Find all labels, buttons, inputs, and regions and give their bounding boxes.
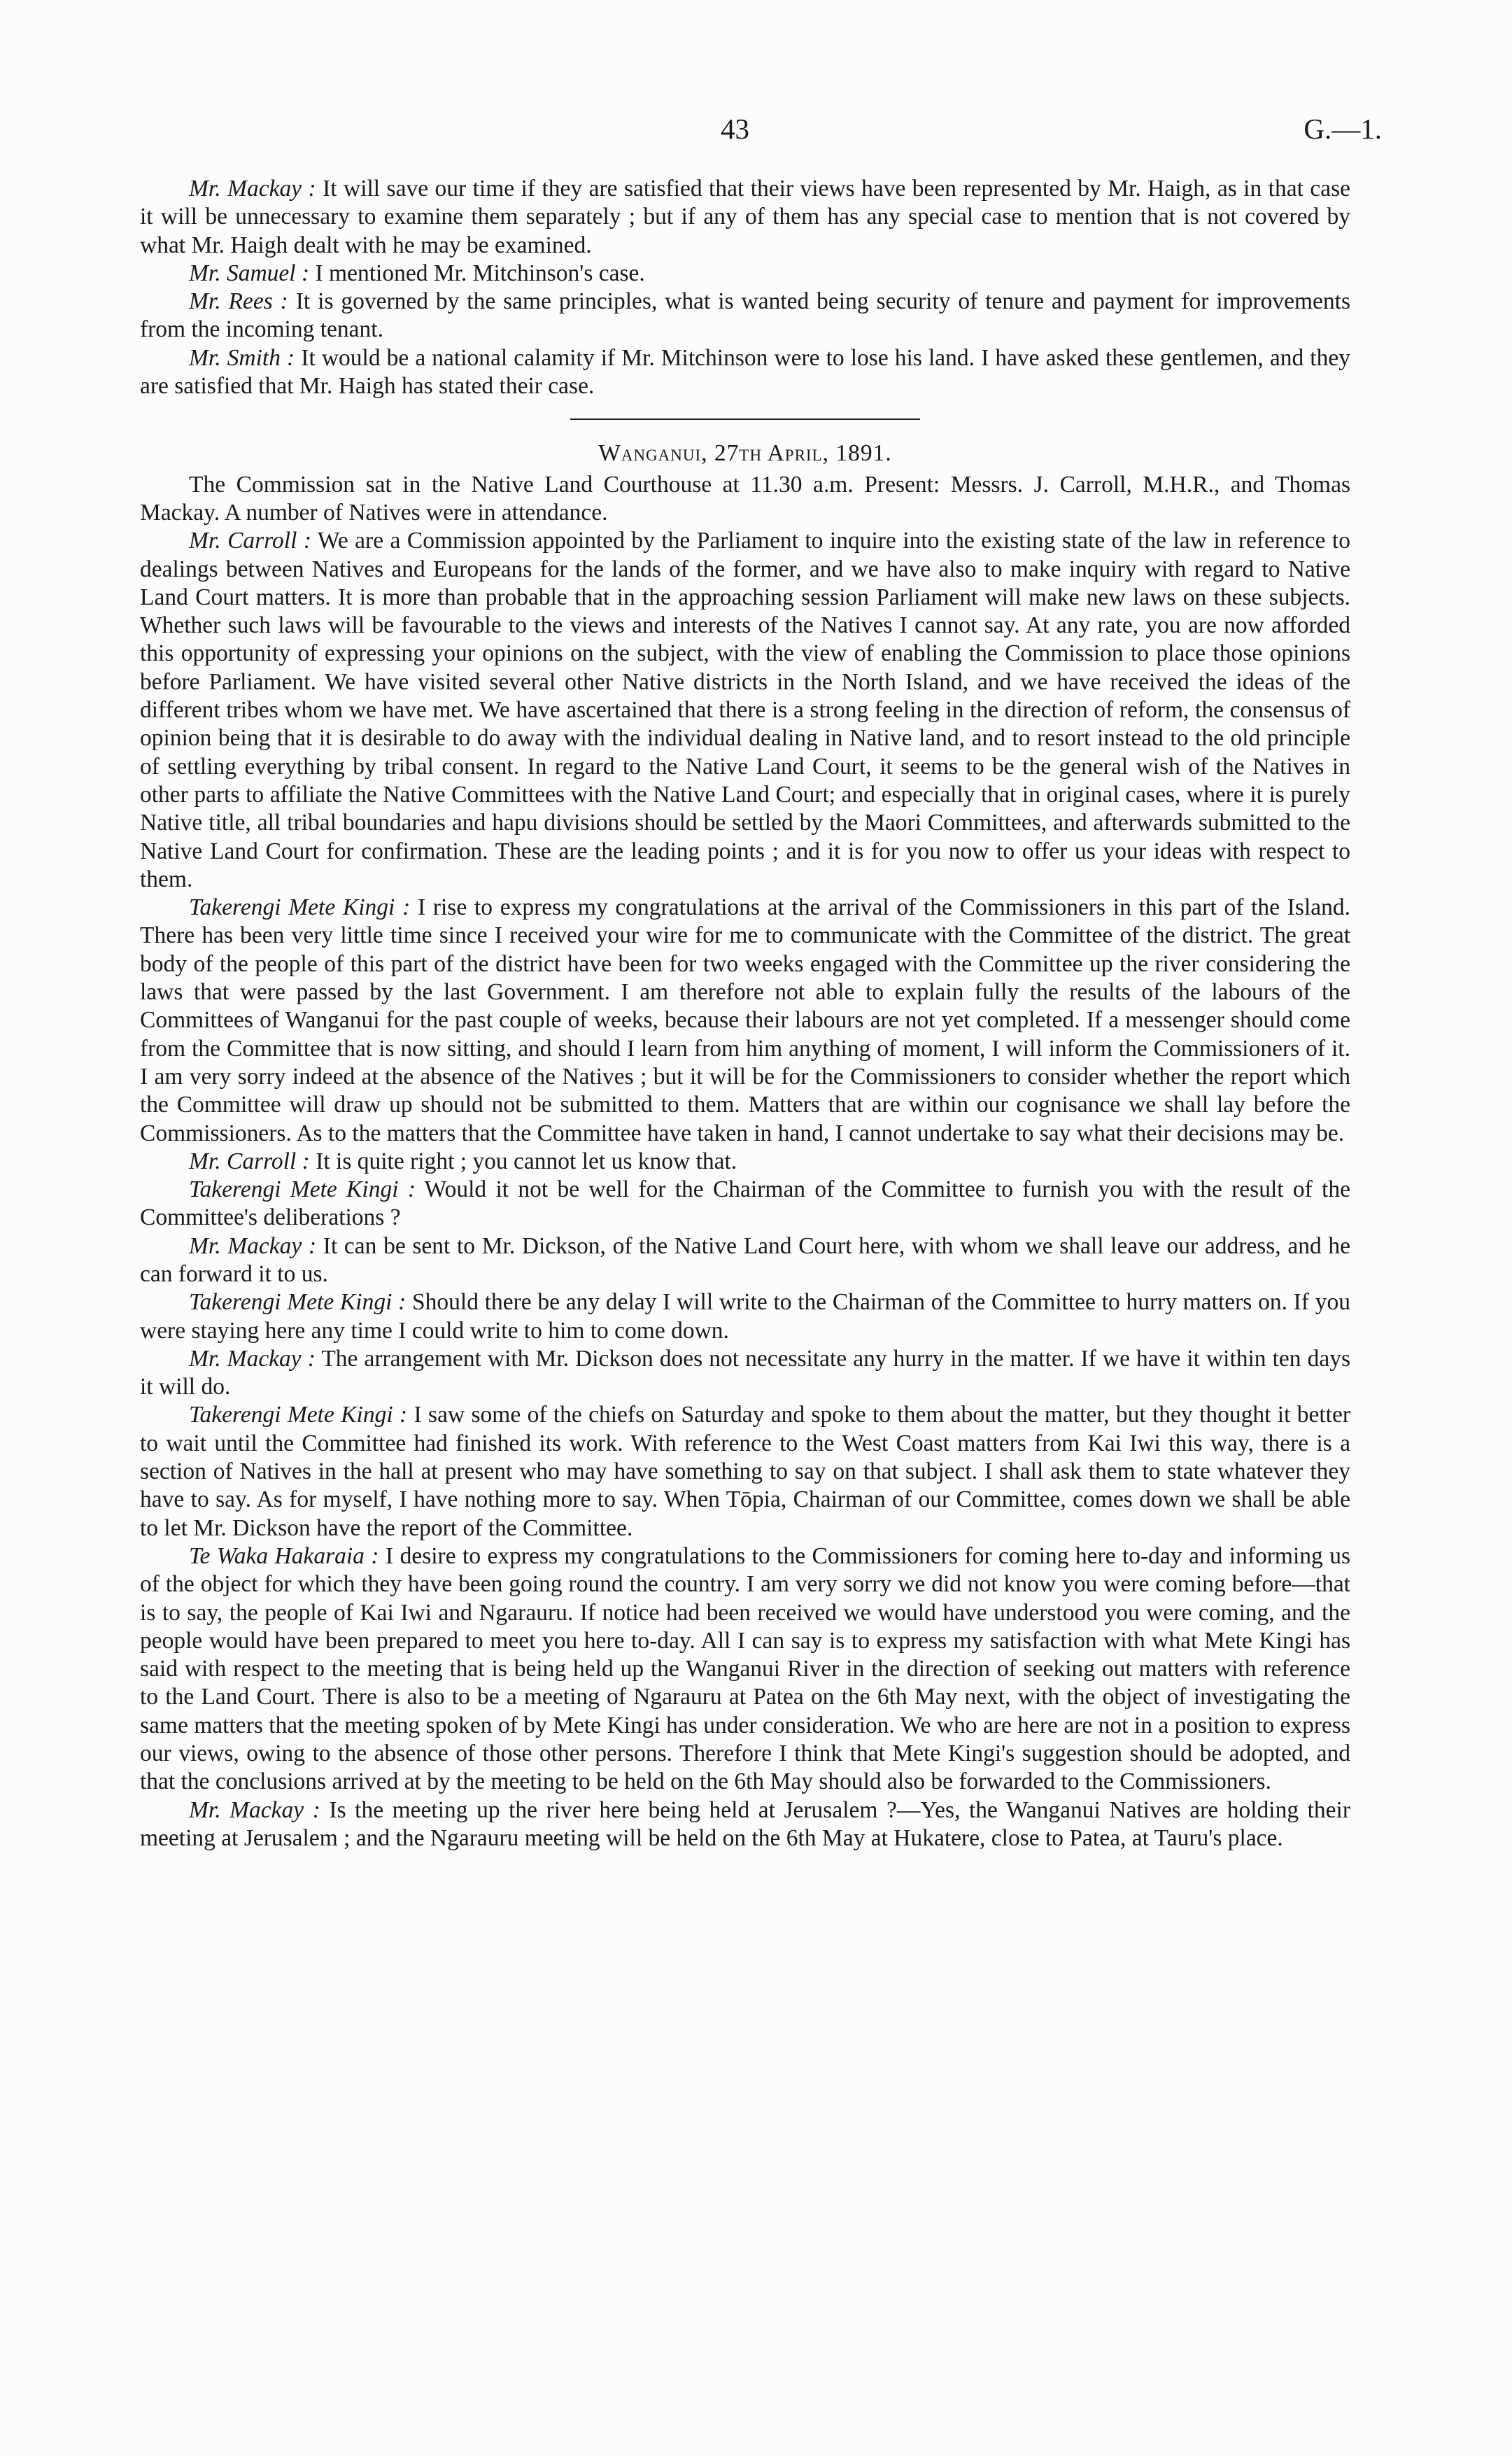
speaker-name: Mr. Samuel : [189, 260, 310, 286]
testimony-text: It is governed by the same principles, what is wanted being security of tenure and payment for improvements from the incoming tenant. [140, 288, 1350, 343]
testimony-text: I desire to express my congratulations to the Commissioners for coming here to-day and informing us of the object for which they have been going round the country. I am very sorry we did not know you were coming before—that is to say, the people of Kai Iwi and Ngarauru. If notice had been received we would have understood you were coming, and the people would have been prepared to meet you here to-day. All I can say is to express my satisfaction with what Mete Kingi has said with respect to the meeting that is being held up the Wanganui River in the direction of seeking out matters with reference to the Land Court. There is also to be a meeting of Ngarauru at Patea on the 6th May next, with the object of investigating the same matters that the meeting spoken of by Mete Kingi has under consideration. We who are here are not in a position to express our views, owing to the absence of those other persons. Therefore I think that Mete Kingi's suggestion should be adopted, and that the conclusions arrived at by the meeting to be held on the 6th May should also be forwarded to the Commissioners. [140, 1542, 1351, 1795]
intro-section [140, 175, 1350, 400]
testimony-text: I rise to express my congratulations at the arrival of the Commissioners in this part of the Island. There has been very little time since I received your wire for me to communicate with the Committee of the district. The great body of the people of this part of the district have been for two weeks engaged with the Committee up the river considering the laws that were passed by the last Government. I am therefore not able to explain fully the results of the labours of the Committees of Wanganui for the past couple of weeks, because their labours are not yet completed. If a messenger should come from the Committee that is now sitting, and should I learn from him anything of moment, I will inform the Commissioners of it. I am very sorry indeed at the absence of the Natives ; but it will be for the Commissioners to consider whether the report which the Committee will draw up should not be submitted to them. Matters that are within our cognisance we shall lay before the Commissioners. As to the matters that the Committee have taken in hand, I cannot undertake to say what their decisions may be. [140, 894, 1350, 1146]
speaker-name: Mr. Smith : [189, 344, 295, 371]
testimony-text: It is quite right ; you cannot let us know that. [309, 1148, 737, 1174]
testimony-text: We are a Commission appointed by the Parliament to inquire into the existing state of the law in reference to dealings between Natives and Europeans for the lands of the former, and we have also to make inquiry with regard to Native Land Court matters. It is more than probable that in the approaching session Parliament will make new laws on these subjects. Whether such laws will be favourable to the views and interests of the Natives I cannot say. At any rate, you are now afforded this opportunity of expressing your opinions on the subject, with the view of enabling the Commission to place those opinions before Parliament. We have visited several other Native districts in the North Island, and we have received the ideas of the different tribes whom we have met. We have ascertained that there is a strong feeling in the direction of reform, the consensus of opinion being that it is desirable to do away with the individual dealing in Native land, and to resort instead to the old principle of settling everything by tribal consent. In regard to the Native Land Court, it seems to be the general wish of the Natives in other parts to affiliate the Native Committees with the Native Land Court; and especially that in original cases, where it is purely Native title, all tribal boundaries and hapu divisions should be settled by the Maori Committees, and afterwards submitted to the Native Land Court for confirmation. These are the leading points ; and it is for you now to offer us your ideas with respect to them. [140, 528, 1350, 892]
testimony-text: The arrangement with Mr. Dickson does not necessitate any hurry in the matter. If we have it within ten days it will do. [140, 1345, 1350, 1400]
testimony-text: It will save our time if they are satisfied that their views have been represented by Mr. Haigh, as in that case it will be unnecessary to examine them separately ; but if any of them has any special case to mention that is not covered by what Mr. Haigh dealt with he may be examined. [140, 176, 1350, 258]
testimony-text: Is the meeting up the river here being held at Jerusalem ?—Yes, the Wanganui Natives are holding their meeting at Jerusalem ; and the Ngarauru meeting will be held on the 6th May at Hukatere, close to Patea, at Tauru's place. [140, 1796, 1350, 1851]
testimony-text: Should there be any delay I will write to the Chairman of the Committee to hurry matters on. If you were staying here any time I could write to him to come down. [140, 1289, 1350, 1344]
testimony-paragraph [140, 1176, 1350, 1232]
testimony-paragraph [140, 1232, 1350, 1289]
speaker-name: Takerengi Mete Kingi : [189, 894, 411, 921]
session-opening: The Commission sat in the Native Land Courthouse at 11.30 a.m. Present: Messrs. J. Carroll, M.H.R., and Thomas Mackay. A number of Natives were in attendance. [140, 471, 1350, 526]
testimony-text: It would be a national calamity if Mr. Mitchinson were to lose his land. I have asked these gentlemen, and they are satisfied that Mr. Haigh has stated their case. [140, 344, 1350, 400]
speaker-name: Mr. Mackay : [189, 1345, 316, 1372]
testimony-paragraph [140, 1148, 1350, 1176]
testimony-paragraph [140, 1796, 1350, 1853]
page-number: 43 [721, 113, 749, 145]
testimony-paragraph [140, 1345, 1350, 1402]
testimony-text: It can be sent to Mr. Dickson, of the Native Land Court here, with whom we shall leave our address, and he can forward it to us. [140, 1232, 1350, 1287]
section-divider [570, 418, 920, 420]
document-reference: G.—1. [1303, 113, 1382, 145]
proceedings [140, 527, 1350, 1852]
section-heading: Wanganui, 27th April, 1891. [598, 440, 892, 467]
speaker-name: Mr. Rees : [189, 288, 288, 315]
testimony-paragraph [140, 175, 1350, 260]
speaker-name: Mr. Mackay : [189, 176, 316, 202]
speaker-name: Takerengi Mete Kingi : [189, 1176, 416, 1203]
testimony-paragraph [140, 527, 1350, 894]
testimony-text: I saw some of the chiefs on Saturday and spoke to them about the matter, but they thought it better to wait until the Committee had finished its work. With reference to the West Coast matters from Kai Iwi this way, there is a section of Natives in the hall at present who may have something to say on that subject. I shall ask them to state whatever they have to say. As for myself, I have nothing more to say. When Tōpia, Chairman of our Committee, comes down we shall be able to let Mr. Dickson have the report of the Committee. [140, 1402, 1350, 1541]
testimony-paragraph [140, 260, 1350, 288]
page-body [140, 175, 1350, 1852]
speaker-name: Mr. Mackay : [189, 1796, 320, 1823]
speaker-name: Takerengi Mete Kingi : [189, 1402, 408, 1428]
testimony-paragraph [140, 288, 1350, 344]
speaker-name: Mr. Carroll : [189, 528, 312, 554]
testimony-paragraph [140, 344, 1350, 401]
testimony-text: Would it not be well for the Chairman of the Committee to furnish you with the result of the Committee's deliberations ? [140, 1176, 1350, 1231]
testimony-text: I mentioned Mr. Mitchinson's case. [309, 260, 645, 286]
speaker-name: Mr. Mackay : [189, 1232, 317, 1259]
speaker-name: Te Waka Hakaraia : [189, 1542, 379, 1569]
testimony-paragraph [140, 894, 1350, 1148]
speaker-name: Mr. Carroll : [189, 1148, 310, 1174]
speaker-name: Takerengi Mete Kingi : [189, 1289, 407, 1316]
testimony-paragraph [140, 1542, 1350, 1796]
testimony-paragraph [140, 1401, 1350, 1542]
testimony-paragraph [140, 1288, 1350, 1345]
